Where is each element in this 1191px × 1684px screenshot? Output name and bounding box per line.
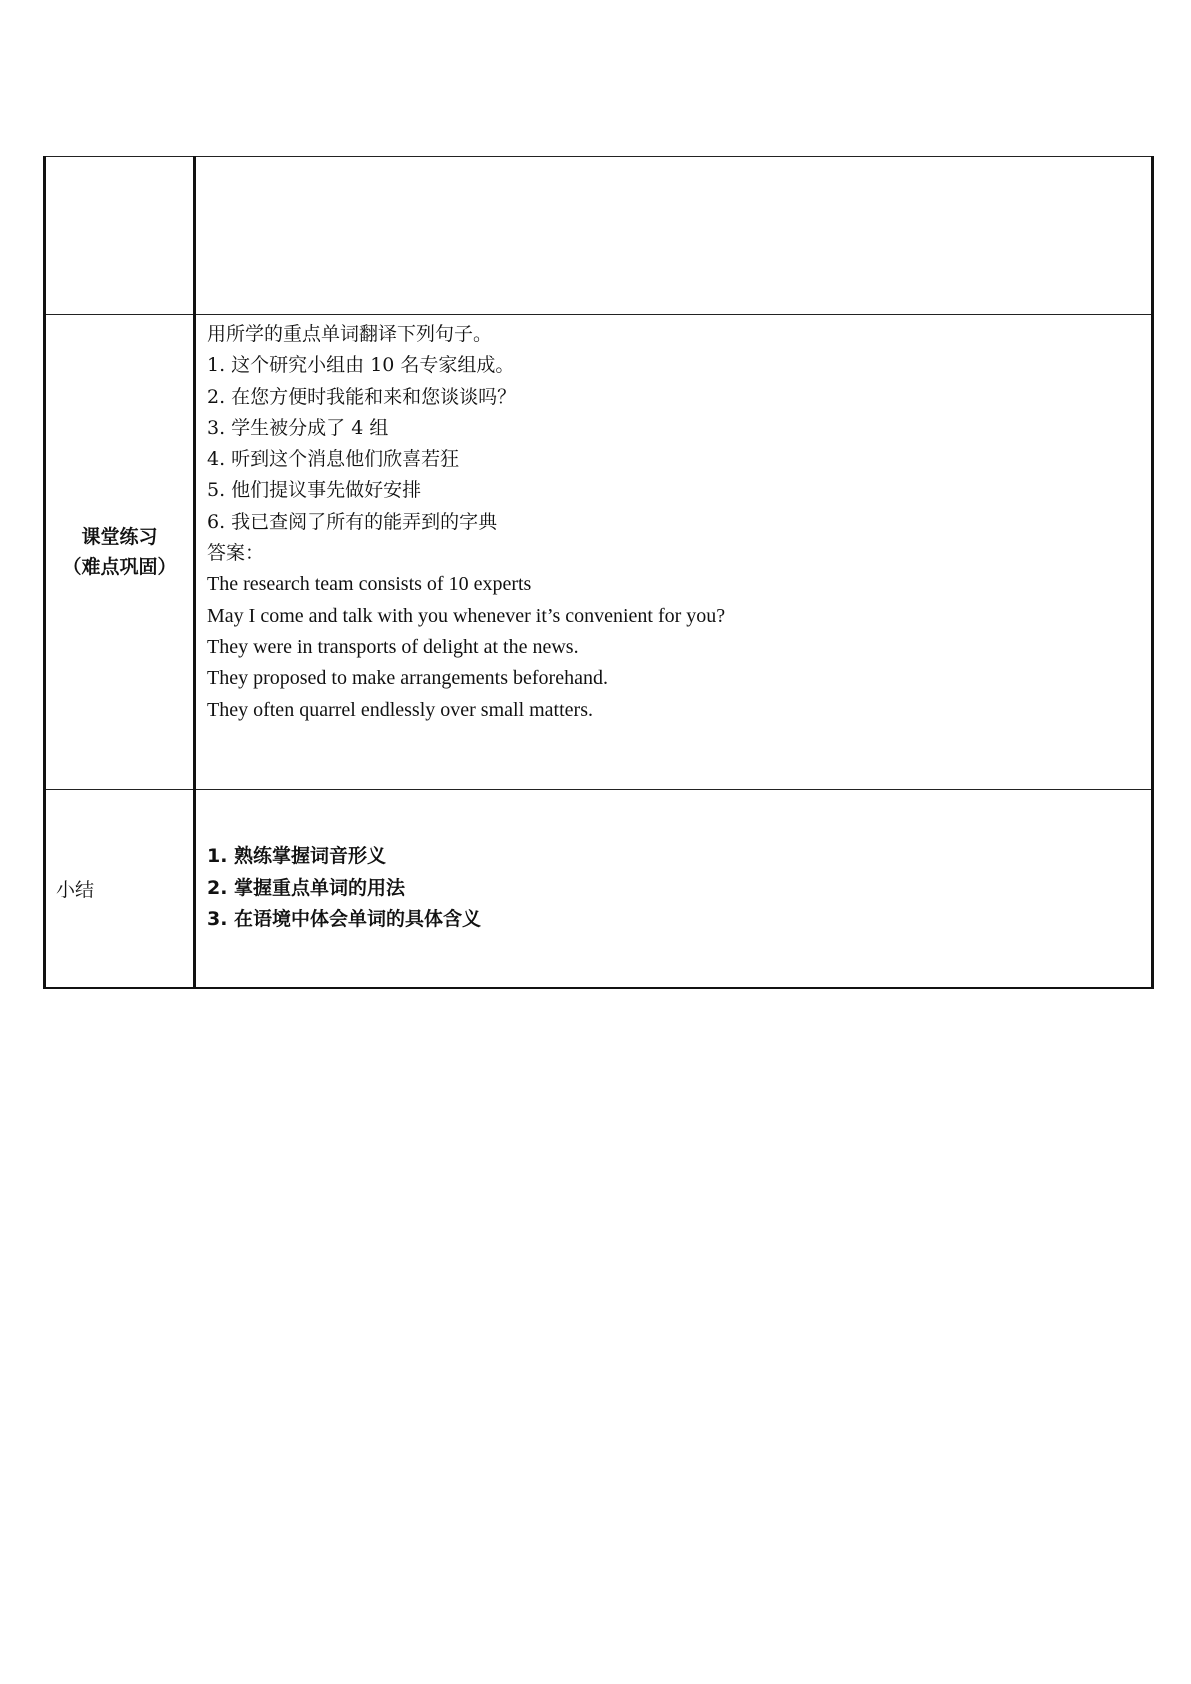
lesson-plan-table	[43, 156, 1154, 989]
question-item: 2. 在您方便时我能和来和您谈谈吗？	[207, 385, 517, 408]
practice-label-subtitle: （难点巩固）	[62, 556, 177, 578]
table-row-summary	[45, 790, 1153, 989]
answer-heading: 答案：	[207, 542, 265, 565]
summary-point: 3. 在语境中体会单词的具体含义	[207, 908, 482, 931]
practice-label-cell	[45, 315, 195, 790]
answer-item: The research team consists of 10 experts	[207, 573, 532, 596]
practice-content-cell	[195, 315, 1153, 790]
question-item: 3. 学生被分成了 4 组	[207, 416, 389, 439]
table-row-empty	[45, 157, 1153, 315]
summary-point: 1. 熟练掌握词音形义	[207, 845, 387, 868]
empty-label-cell	[45, 157, 195, 315]
answer-item: May I come and talk with you whenever it’s convenient for you?	[207, 604, 726, 627]
practice-instruction: 用所学的重点单词翻译下列句子。	[207, 323, 493, 345]
summary-content-cell	[195, 790, 1153, 989]
answer-item: They often quarrel endlessly over small matters.	[207, 698, 593, 721]
practice-label-title: 课堂练习	[81, 526, 158, 548]
summary-label-cell: 小结	[45, 790, 195, 989]
table-row-practice	[45, 315, 1153, 790]
answer-item: They proposed to make arrangements beforehand.	[207, 667, 608, 690]
summary-point: 2. 掌握重点单词的用法	[207, 876, 406, 899]
empty-content-cell	[195, 157, 1153, 315]
question-item: 6. 我已查阅了所有的能弄到的字典	[207, 510, 498, 533]
question-item: 5. 他们提议事先做好安排	[207, 479, 422, 502]
answer-item: They were in transports of delight at the news.	[207, 635, 579, 658]
question-item: 4. 听到这个消息他们欣喜若狂	[207, 448, 460, 471]
question-item: 1. 这个研究小组由 10 名专家组成。	[207, 354, 515, 377]
